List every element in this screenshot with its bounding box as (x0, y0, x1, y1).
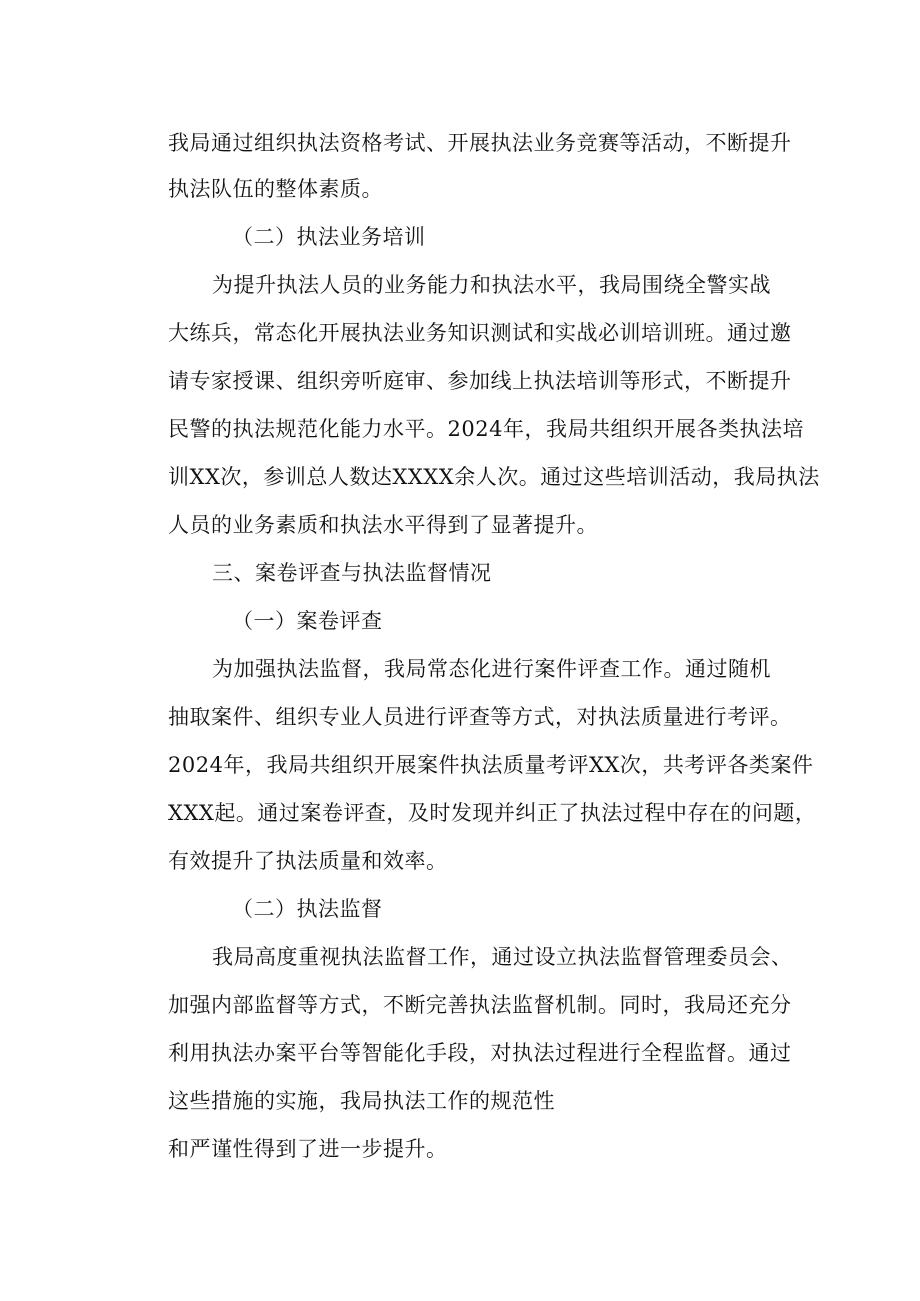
section-heading-review: 三、案卷评查与执法监督情况 (212, 561, 492, 585)
paragraph-line: 2024年，我局共组织开展案件执法质量考评XX次，共考评各类案件 (168, 753, 814, 777)
paragraph-line: 利用执法办案平台等智能化手段，对执法过程进行全程监督。通过 (168, 1041, 792, 1065)
paragraph-line: 有效提升了执法质量和效率。 (168, 849, 448, 873)
subsection-heading-supervision: （二）执法监督 (232, 897, 383, 921)
paragraph-line: 为提升执法人员的业务能力和执法水平，我局围绕全警实战 (212, 273, 771, 297)
subsection-heading-case-review: （一）案卷评查 (232, 609, 383, 633)
paragraph-line: 为加强执法监督，我局常态化进行案件评查工作。通过随机 (212, 657, 771, 681)
paragraph-line: 加强内部监督等方式，不断完善执法监督机制。同时，我局还充分 (168, 993, 792, 1017)
paragraph-line: 人员的业务素质和执法水平得到了显著提升。 (168, 513, 598, 537)
paragraph-line: 抽取案件、组织专业人员进行评查等方式，对执法质量进行考评。 (168, 705, 792, 729)
paragraph-line: 民警的执法规范化能力水平。2024年，我局共组织开展各类执法培 (168, 417, 804, 441)
paragraph-line: XXX起。通过案卷评查，及时发现并纠正了执法过程中存在的问题， (168, 801, 817, 825)
paragraph-line: 这些措施的实施，我局执法工作的规范性 (168, 1089, 555, 1113)
paragraph-line: 执法队伍的整体素质。 (168, 177, 383, 201)
paragraph-line: 请专家授课、组织旁听庭审、参加线上执法培训等形式，不断提升 (168, 369, 792, 393)
subsection-heading-training: （二）执法业务培训 (232, 225, 426, 249)
paragraph-line: 我局高度重视执法监督工作，通过设立执法监督管理委员会、 (212, 945, 793, 969)
paragraph-line: 大练兵，常态化开展执法业务知识测试和实战必训培训班。通过邀 (168, 321, 792, 345)
paragraph-line: 训XX次，参训总人数达XXXX余人次。通过这些培训活动，我局执法 (168, 465, 820, 489)
paragraph-line: 我局通过组织执法资格考试、开展执法业务竞赛等活动，不断提升 (168, 131, 792, 155)
paragraph-line: 和严谨性得到了进一步提升。 (168, 1137, 448, 1161)
